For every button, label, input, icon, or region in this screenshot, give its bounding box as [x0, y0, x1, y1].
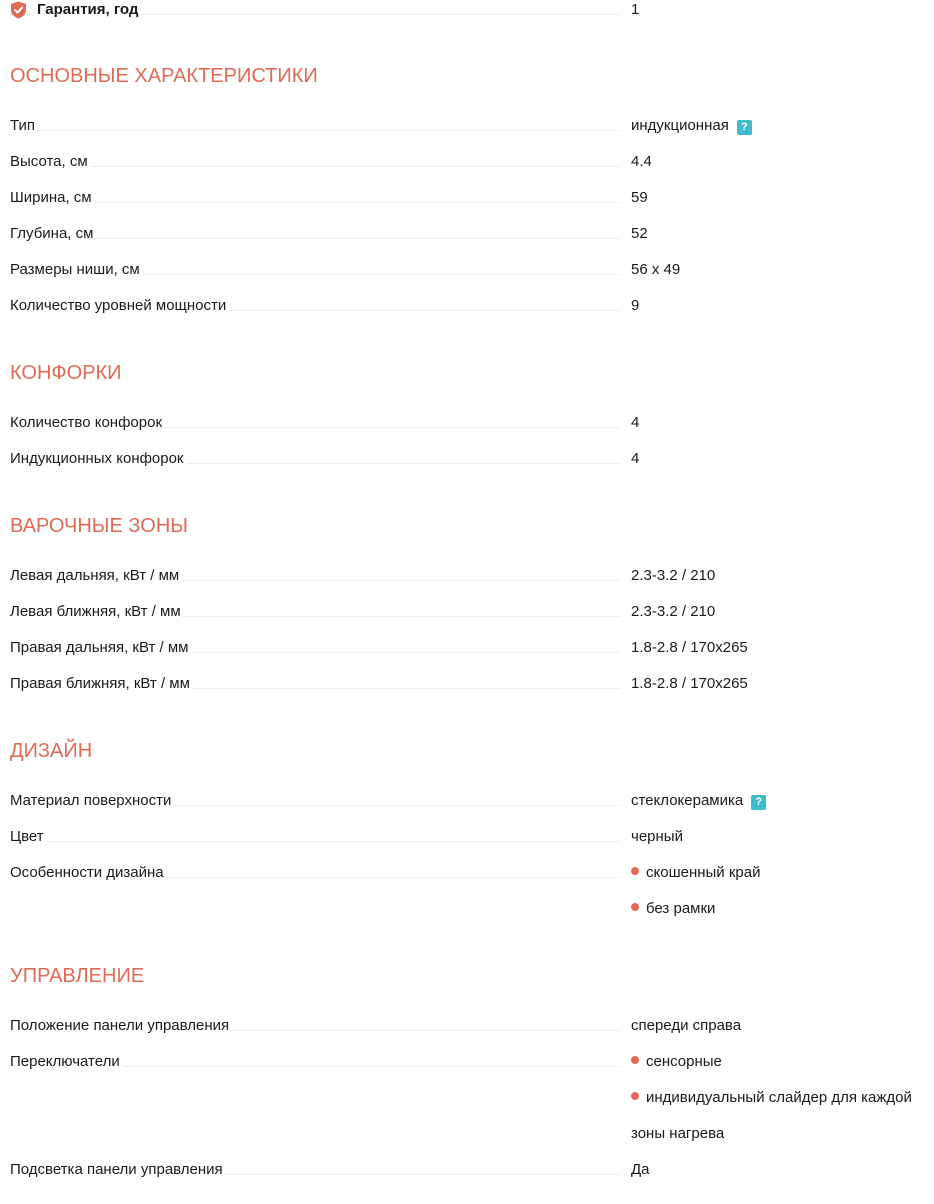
- spec-value: спереди справа: [631, 1017, 742, 1034]
- spec-label: Тип: [10, 117, 36, 134]
- spec-row-left-near: [10, 602, 920, 622]
- spec-row-switches-cont2: [10, 1124, 920, 1144]
- section-title-main: ОСНОВНЫЕ ХАРАКТЕРИСТИКИ: [10, 65, 318, 87]
- section-title-zones: ВАРОЧНЫЕ ЗОНЫ: [10, 515, 188, 537]
- spec-row-switches-cont: [10, 1088, 920, 1108]
- spec-value: 59: [631, 189, 648, 206]
- bullet-icon: [631, 1056, 639, 1064]
- spec-label: Материал поверхности: [10, 792, 172, 809]
- row-leader: [10, 841, 620, 842]
- spec-value: 2.3-3.2 / 210: [631, 603, 716, 620]
- section-title-burners: КОНФОРКИ: [10, 362, 122, 384]
- section-title-control: УПРАВЛЕНИЕ: [10, 965, 145, 987]
- spec-row-depth: [10, 224, 920, 244]
- spec-row-surface: [10, 791, 920, 811]
- row-leader: [10, 166, 620, 167]
- spec-value: 1: [631, 1, 640, 18]
- spec-value-text: стеклокерамика: [631, 792, 744, 809]
- spec-value: [631, 1088, 912, 1108]
- spec-row-width: [10, 188, 920, 208]
- row-leader: [10, 202, 620, 203]
- spec-label: Левая дальняя, кВт / мм: [10, 567, 180, 584]
- row-leader: [10, 130, 620, 131]
- spec-row-color: [10, 827, 920, 847]
- spec-value: 4: [631, 450, 640, 467]
- bullet-icon: [631, 903, 639, 911]
- spec-row-backlight: [10, 1160, 920, 1180]
- spec-value: 1.8-2.8 / 170x265: [631, 675, 748, 692]
- list-item: скошенный край: [646, 864, 761, 881]
- spec-label: Глубина, см: [10, 225, 94, 242]
- spec-value: 9: [631, 297, 640, 314]
- list-item: индивидуальный слайдер для каждой: [646, 1089, 912, 1106]
- spec-row-right-far: [10, 638, 920, 658]
- spec-label: Ширина, см: [10, 189, 92, 206]
- spec-value: [631, 791, 766, 811]
- spec-value: [631, 899, 715, 919]
- spec-row-niche: [10, 260, 920, 280]
- spec-label: Правая ближняя, кВт / мм: [10, 675, 190, 692]
- spec-row-design-features: [10, 863, 920, 883]
- spec-row-height: [10, 152, 920, 172]
- spec-label: Размеры ниши, см: [10, 261, 140, 278]
- spec-label: Гарантия, год: [37, 1, 139, 18]
- spec-label: Левая ближняя, кВт / мм: [10, 603, 181, 620]
- spec-value: [631, 116, 752, 136]
- spec-value: Да: [631, 1161, 650, 1178]
- spec-row-right-near: [10, 674, 920, 694]
- spec-label: Подсветка панели управления: [10, 1161, 223, 1178]
- spec-row-warranty: [10, 0, 920, 20]
- spec-row-switches: [10, 1052, 920, 1072]
- spec-value: [631, 863, 760, 883]
- spec-row-design-features-cont: [10, 899, 920, 919]
- spec-row-power-levels: [10, 296, 920, 316]
- spec-label: Высота, см: [10, 153, 88, 170]
- spec-value: [631, 1052, 722, 1072]
- spec-label: Индукционных конфорок: [10, 450, 184, 467]
- spec-row-burner-count: [10, 413, 920, 433]
- spec-label: Особенности дизайна: [10, 864, 164, 881]
- bullet-icon: [631, 867, 639, 875]
- spec-value: 4.4: [631, 153, 652, 170]
- spec-row-left-far: [10, 566, 920, 586]
- spec-value: 4: [631, 414, 640, 431]
- spec-label: Количество уровней мощности: [10, 297, 227, 314]
- shield-check-icon: [10, 1, 27, 19]
- list-item: сенсорные: [646, 1053, 722, 1070]
- help-icon[interactable]: ?: [737, 120, 752, 135]
- spec-label: Количество конфорок: [10, 414, 163, 431]
- spec-label: Положение панели управления: [10, 1017, 230, 1034]
- spec-row-induction-burners: [10, 449, 920, 469]
- spec-label: Переключатели: [10, 1053, 120, 1070]
- spec-row-panel-position: [10, 1016, 920, 1036]
- spec-label: Цвет: [10, 828, 44, 845]
- spec-value: 2.3-3.2 / 210: [631, 567, 716, 584]
- help-icon[interactable]: ?: [751, 795, 766, 810]
- spec-value: 56 x 49: [631, 261, 681, 278]
- spec-value: зоны нагрева: [631, 1125, 725, 1142]
- spec-value-text: индукционная: [631, 117, 729, 134]
- spec-value: 1.8-2.8 / 170x265: [631, 639, 748, 656]
- spec-row-type: [10, 116, 920, 136]
- spec-label: Правая дальняя, кВт / мм: [10, 639, 189, 656]
- spec-value: 52: [631, 225, 648, 242]
- bullet-icon: [631, 1092, 639, 1100]
- section-title-design: ДИЗАЙН: [10, 740, 93, 762]
- row-leader: [10, 238, 620, 239]
- list-item: без рамки: [646, 900, 716, 917]
- spec-value: черный: [631, 828, 683, 845]
